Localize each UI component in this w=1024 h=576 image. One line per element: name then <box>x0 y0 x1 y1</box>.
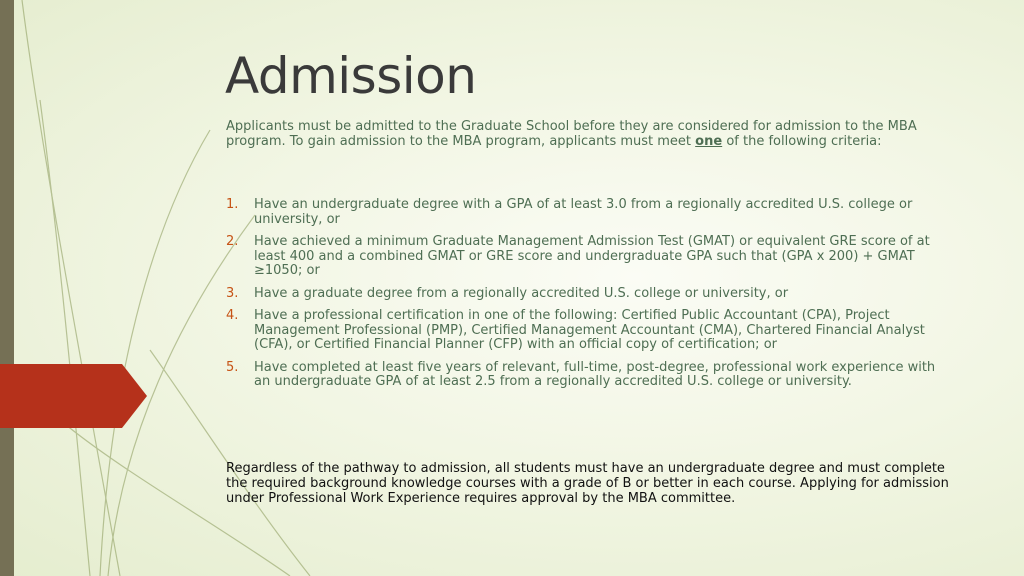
deco-line-6 <box>40 100 90 576</box>
criteria-text: Have an undergraduate degree with a GPA of at least 3.0 from a regionally accredited U.S. college or university, or <box>254 197 913 227</box>
criteria-item <box>226 235 946 279</box>
closing-paragraph: Regardless of the pathway to admission, all students must have an undergraduate degree and must complete the required background knowledge courses with a grade of B or better in each course. Applying for admission under Professional Work Experience requires approval by the MBA committee. <box>226 461 949 506</box>
criteria-item <box>226 198 946 227</box>
criteria-number: 4. <box>226 308 239 323</box>
criteria-text: Have achieved a minimum Graduate Management Admission Test (GMAT) or equivalent GRE score of at least 400 and a combined GMAT or GRE score and undergraduate GPA such that (GPA x 200) + GMAT ≥1050; or <box>254 234 930 278</box>
criteria-item <box>226 309 946 353</box>
criteria-item <box>226 361 946 390</box>
criteria-text: Have a professional certification in one of the following: Certified Public Accountant (CPA), Project Management Professional (PMP), Certified Management Accountant (CMA), Chartered Financial Analyst (CFA), or Certified Financial Planner (CFP) with an official copy of certification; or <box>254 308 925 352</box>
left-accent-bar <box>0 0 14 576</box>
criteria-number: 2. <box>226 234 239 249</box>
slide-title: Admission <box>225 47 477 105</box>
deco-line-2 <box>100 130 210 576</box>
criteria-item <box>226 287 946 302</box>
criteria-number: 1. <box>226 197 239 212</box>
accent-tab <box>0 364 148 428</box>
criteria-text: Have completed at least five years of relevant, full-time, post-degree, professional work experience with an undergraduate GPA of at least 2.5 from a regionally accredited U.S. college or university. <box>254 359 936 389</box>
criteria-text: Have a graduate degree from a regionally accredited U.S. college or university, or <box>254 285 789 301</box>
intro-text-after: of the following criteria: <box>722 134 882 149</box>
criteria-list <box>226 198 946 398</box>
deco-line-1 <box>22 0 120 576</box>
intro-paragraph <box>226 119 971 149</box>
intro-emphasis: one <box>695 134 723 149</box>
accent-tab-shape <box>0 364 147 428</box>
criteria-number: 3. <box>226 285 239 301</box>
intro-text-before: Applicants must be admitted to the Graduate School before they are considered for admission to the MBA program. To gain admission to the MBA program, applicants must meet <box>226 119 917 149</box>
criteria-number: 5. <box>226 359 239 375</box>
